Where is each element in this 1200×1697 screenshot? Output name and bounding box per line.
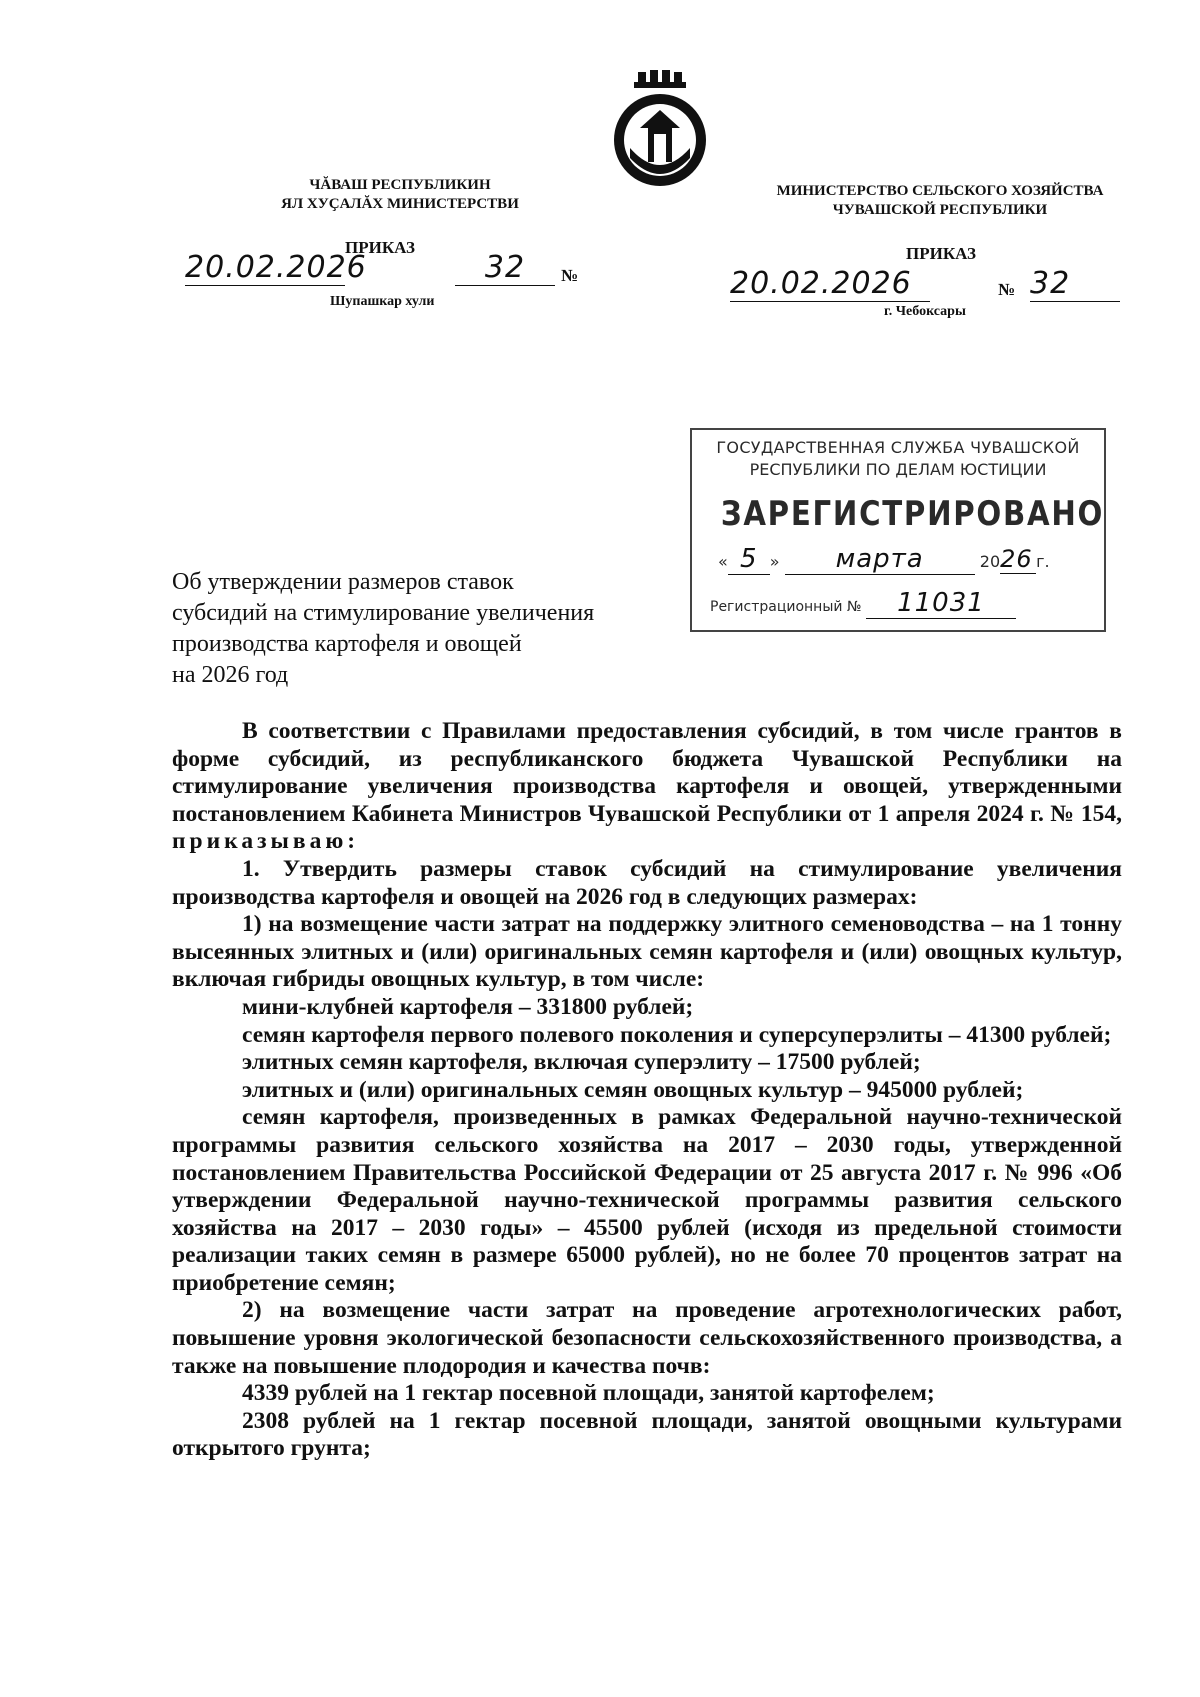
header-right-line1: МИНИСТЕРСТВО СЕЛЬСКОГО ХОЗЯЙСТВА xyxy=(776,183,1104,199)
prikaz-left: ПРИКАЗ xyxy=(345,238,415,257)
stamp-year-end: г. xyxy=(1036,552,1050,571)
stamp-year-prefix: 20 xyxy=(979,552,1001,571)
header-left-line2: ЯЛ ХУҪАЛĂХ МИНИСТЕРСТВИ xyxy=(281,196,519,212)
chuvash-emblem-logo xyxy=(608,70,712,188)
right-date-handwritten: 20.02.2026 xyxy=(730,266,930,302)
stamp-year-suffix: 26 xyxy=(1000,545,1036,574)
document-title xyxy=(172,567,692,691)
item-mini-tubers: мини-клубней картофеля – 331800 рублей; xyxy=(242,993,694,1020)
header-right xyxy=(730,182,1150,220)
title-line2: субсидий на стимулирование увеличения xyxy=(172,600,595,626)
item-federal-program: семян картофеля, произведенных в рамках Федеральной научно-технической программы развития сельского хозяйства на 2017 – 2030 годы, утвержденной постановлением Правительства Российской Федерации от 25 августа 2017 г. № 996 «Об утверждении Федеральной научно-технической программы развития сельского хозяйства на 2017 – 2030 годы» – 45500 рублей (исходя из предельной стоимости реализации таких семян в размере 65000 рублей), но не более 70 процентов затрат на приобретение семян; xyxy=(172,1104,1122,1296)
paragraph-preamble xyxy=(172,718,1122,856)
document-body xyxy=(172,718,1122,1463)
left-date-number-row xyxy=(185,250,605,292)
title-line1: Об утверждении размеров ставок xyxy=(172,569,514,595)
stamp-line2: РЕСПУБЛИКИ ПО ДЕЛАМ ЮСТИЦИИ xyxy=(749,460,1047,479)
title-line4: на 2026 год xyxy=(172,662,289,688)
stamp-regno-value: 11031 xyxy=(866,588,1016,619)
prikaz-right: ПРИКАЗ xyxy=(906,244,976,263)
right-number-handwritten: 32 xyxy=(1030,266,1120,302)
item-vegetable-area: 2308 рублей на 1 гектар посевной площади, занятой овощными культурами открытого грунта; xyxy=(172,1407,1122,1462)
header-right-line2: ЧУВАШСКОЙ РЕСПУБЛИКИ xyxy=(832,202,1048,218)
right-number-sign: № xyxy=(998,280,1016,299)
stamp-registered: ЗАРЕГИСТРИРОВАНО xyxy=(720,494,1105,534)
left-date-handwritten: 20.02.2026 xyxy=(185,250,367,285)
item-elite-potato: элитных семян картофеля, включая суперэлиту – 17500 рублей; xyxy=(242,1049,921,1076)
paragraph-1-2: 2) на возмещение части затрат на проведение агротехнологических работ, повышение уровня экологической безопасности сельскохозяйственного производства, а также на повышение плодородия и качества почв: xyxy=(172,1297,1122,1379)
stamp-date: « 5 » марта 2026 г. xyxy=(718,544,1050,574)
preamble-text: В соответствии с Правилами предоставления субсидий, в том числе грантов в форме субсидий, из республиканского бюджета Чувашской Республики на стимулирование увеличения производства картофеля и овощей, утвержденными постановлением Кабинета Министров Чувашской Республики от 1 апреля 2024 г. № 154, xyxy=(172,718,1122,827)
stamp-regno-row xyxy=(710,588,1090,619)
paragraph-1-1: 1) на возмещение части затрат на поддержку элитного семеноводства – на 1 тонну высеянных элитных и (или) оригинальных семян картофеля и (или) овощных культур, включая гибриды овощных культур, в том числе: xyxy=(172,911,1122,993)
registration-stamp xyxy=(690,428,1106,632)
paragraph-1: 1. Утвердить размеры ставок субсидий на стимулирование увеличения производства картофеля и овощей на 2026 год в следующих размерах: xyxy=(172,855,1122,910)
order-word: приказываю: xyxy=(172,828,360,855)
item-elite-vegetable: элитных и (или) оригинальных семян овощных культур – 945000 рублей; xyxy=(242,1076,1024,1103)
stamp-month: марта xyxy=(785,544,975,575)
city-right: г. Чебоксары xyxy=(884,304,966,319)
left-number-sign: № xyxy=(561,266,579,285)
header-left-line1: ЧĂВАШ РЕСПУБЛИКИН xyxy=(309,177,491,193)
header-left xyxy=(210,176,590,214)
right-date-number-row xyxy=(730,266,1130,308)
stamp-regno-label: Регистрационный № xyxy=(710,599,862,615)
item-potato-area: 4339 рублей на 1 гектар посевной площади, занятой картофелем; xyxy=(242,1380,935,1407)
city-left: Шупашкар хули xyxy=(330,294,435,309)
left-number-handwritten: 32 xyxy=(455,250,555,286)
item-first-generation: семян картофеля первого полевого поколения и суперсуперэлиты – 41300 рублей; xyxy=(242,1021,1112,1048)
title-line3: производства картофеля и овощей xyxy=(172,631,522,657)
stamp-day: 5 xyxy=(728,544,770,575)
stamp-line1: ГОСУДАРСТВЕННАЯ СЛУЖБА ЧУВАШСКОЙ xyxy=(716,438,1080,457)
